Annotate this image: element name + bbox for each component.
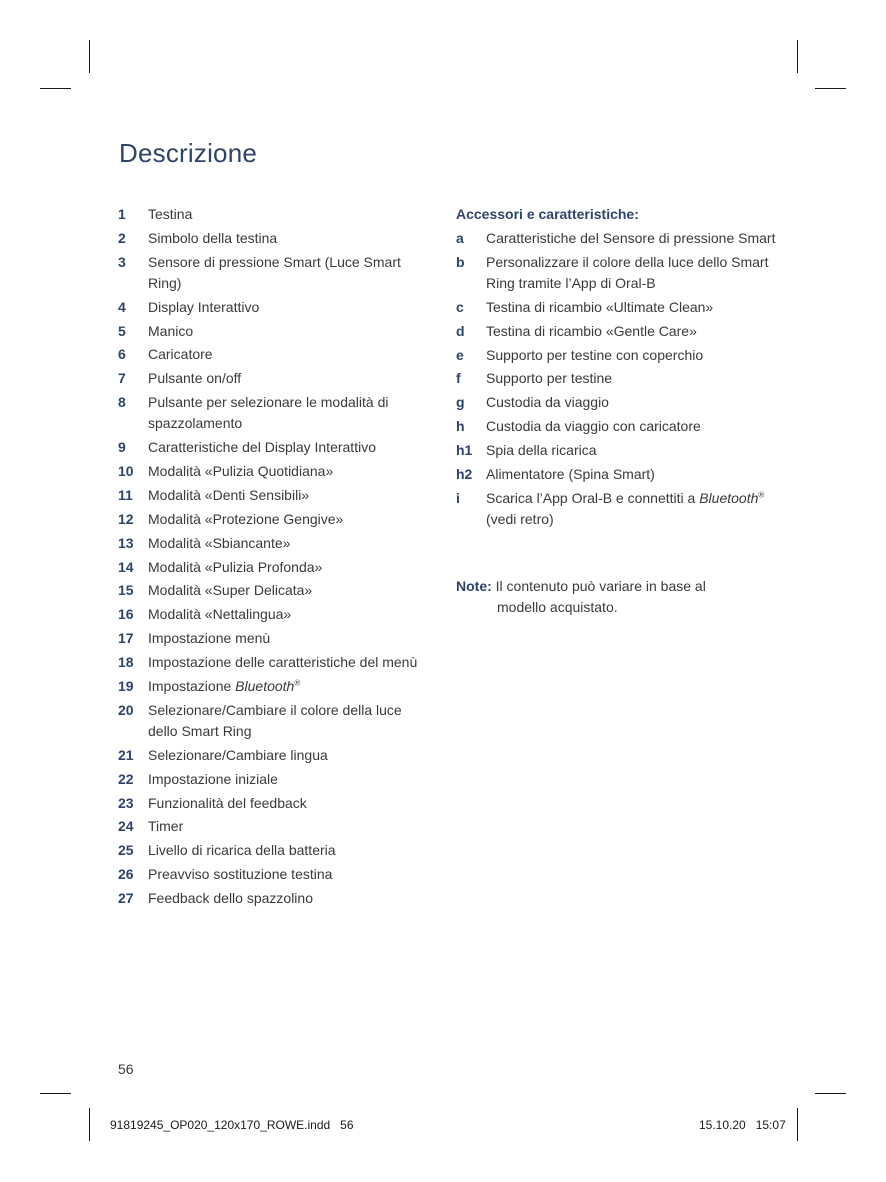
list-item-number: 19 <box>118 678 134 695</box>
list-item <box>118 485 428 506</box>
note-label: Note: <box>456 578 492 594</box>
list-item <box>118 676 428 697</box>
list-item <box>118 437 428 458</box>
list-item-text: Impostazione menù <box>148 630 271 647</box>
list-item-number: 10 <box>118 463 134 480</box>
note-text-1: Il contenuto può variare in base al <box>491 578 706 594</box>
note-line-2: modello acquistato. <box>497 599 618 615</box>
list-item-number: e <box>456 346 464 363</box>
slug-file-info: 91819245_OP020_120x170_ROWE.indd 56 <box>110 1118 354 1132</box>
list-item-number: d <box>456 322 465 339</box>
list-item-text: Supporto per testine <box>486 370 613 387</box>
list-item <box>118 228 428 249</box>
list-item-text <box>148 676 428 697</box>
list-item <box>118 628 428 649</box>
list-item-text: Manico <box>148 322 194 339</box>
list-item-text: Modalità «Protezione Gengive» <box>148 510 344 527</box>
list-item-number: 22 <box>118 770 134 787</box>
list-item-number: 14 <box>118 558 134 575</box>
list-item <box>456 464 776 485</box>
list-item-number: 27 <box>118 890 134 907</box>
list-item <box>118 297 428 318</box>
list-item-number: 4 <box>118 298 126 315</box>
page-number: 56 <box>118 1061 134 1077</box>
list-item-number: 8 <box>118 394 126 411</box>
list-item <box>118 344 428 365</box>
list-item <box>118 204 428 225</box>
list-item <box>456 345 776 366</box>
crop-mark-bottom-right-vertical <box>797 1108 798 1141</box>
list-item-number: c <box>456 298 464 315</box>
registered-mark: ® <box>294 678 301 688</box>
list-item-number: 26 <box>118 866 134 883</box>
list-item-text: Feedback dello spazzolino <box>148 890 313 907</box>
list-item-number: 13 <box>118 534 134 551</box>
list-item <box>456 440 776 461</box>
list-item-text <box>486 488 776 530</box>
list-item-text: Pulsante per selezionare le modalità di spazzolamento <box>148 394 389 432</box>
list-item <box>118 580 428 601</box>
list-item <box>118 652 428 673</box>
list-item <box>456 297 776 318</box>
list-item-text: Modalità «Pulizia Quotidiana» <box>148 463 334 480</box>
registered-mark: ® <box>758 490 765 500</box>
list-item <box>456 368 776 389</box>
list-item-number: f <box>456 370 461 387</box>
list-item-text: Caratteristiche del Display Interattivo <box>148 439 376 456</box>
list-item-text: Spia della ricarica <box>486 442 597 459</box>
list-item-text-part: Impostazione <box>148 678 236 695</box>
list-item <box>456 228 776 249</box>
list-item-number: 7 <box>118 370 126 387</box>
list-item-number: 17 <box>118 630 134 647</box>
list-item-italic: Bluetooth <box>699 489 759 506</box>
parts-list <box>118 204 428 912</box>
list-item-number: h1 <box>456 442 473 459</box>
list-item <box>118 368 428 389</box>
list-item-text: Selezionare/Cambiare lingua <box>148 746 328 763</box>
list-item-text: Selezionare/Cambiare il colore della luce dello Smart Ring <box>148 701 402 739</box>
list-item <box>456 416 776 437</box>
list-item-number: g <box>456 394 465 411</box>
list-item-text: Simbolo della testina <box>148 229 278 246</box>
page-title: Descrizione <box>119 138 258 168</box>
list-item-number: 11 <box>118 486 133 503</box>
list-item <box>118 461 428 482</box>
slug-date-time: 15.10.20 15:07 <box>699 1118 786 1132</box>
accessories-title: Accessori e caratteristiche: <box>456 206 639 222</box>
list-item-text: Modalità «Pulizia Profonda» <box>148 558 323 575</box>
accessories-list <box>456 228 776 533</box>
list-item-text: Custodia da viaggio con caricatore <box>486 418 701 435</box>
list-item <box>118 392 428 434</box>
list-item-text-part: Scarica l’App Oral-B e connettiti a <box>486 489 700 506</box>
list-item <box>118 509 428 530</box>
list-item-text: Livello di ricarica della batteria <box>148 842 336 859</box>
list-item-number: 24 <box>118 818 134 835</box>
list-item-number: 3 <box>118 253 126 270</box>
list-item-number: 9 <box>118 439 126 456</box>
list-item <box>118 816 428 837</box>
crop-mark-top-right-vertical <box>797 40 798 73</box>
list-item-number: 18 <box>118 654 134 671</box>
list-item-text-after: (vedi retro) <box>486 510 554 527</box>
list-item-text: Impostazione delle caratteristiche del menù <box>148 654 418 671</box>
list-item <box>118 604 428 625</box>
list-item-text: Modalità «Sbiancante» <box>148 534 291 551</box>
list-item <box>456 252 776 294</box>
list-item-text: Funzionalità del feedback <box>148 794 307 811</box>
crop-mark-bottom-left-vertical <box>89 1108 90 1141</box>
list-item-text: Sensore di pressione Smart (Luce Smart Ring) <box>148 253 401 291</box>
list-item <box>118 252 428 294</box>
list-item <box>118 888 428 909</box>
list-item <box>118 840 428 861</box>
list-item-number: 6 <box>118 346 126 363</box>
list-item-number: 1 <box>118 206 126 222</box>
list-item-text: Personalizzare il colore della luce dello Smart Ring tramite l’App di Oral-B <box>486 253 769 291</box>
list-item-text: Testina di ricambio «Ultimate Clean» <box>486 298 714 315</box>
list-item-text: Caricatore <box>148 346 213 363</box>
list-item-text: Testina <box>148 206 193 222</box>
list-item-number: b <box>456 253 465 270</box>
list-item-number: 23 <box>118 794 134 811</box>
list-item-text: Modalità «Super Delicata» <box>148 582 313 599</box>
list-item-text: Custodia da viaggio <box>486 394 609 411</box>
list-item-text: Pulsante on/off <box>148 370 242 387</box>
list-item <box>456 488 776 530</box>
list-item <box>118 769 428 790</box>
list-item-number: 5 <box>118 322 126 339</box>
list-item-text: Testina di ricambio «Gentle Care» <box>486 322 697 339</box>
list-item <box>118 793 428 814</box>
list-item <box>118 557 428 578</box>
list-item-number: 21 <box>118 746 134 763</box>
note <box>456 576 776 618</box>
list-item <box>118 533 428 554</box>
list-item-text: Preavviso sostituzione testina <box>148 866 333 883</box>
list-item-text: Modalità «Nettalingua» <box>148 606 292 623</box>
list-item-text: Alimentatore (Spina Smart) <box>486 466 655 483</box>
list-item <box>118 745 428 766</box>
list-item-text: Caratteristiche del Sensore di pressione Smart <box>486 230 776 246</box>
list-item-number: 15 <box>118 582 134 599</box>
list-item-italic: Bluetooth <box>235 678 295 695</box>
list-item-number: i <box>456 489 460 506</box>
list-item-number: a <box>456 230 464 246</box>
crop-mark-bottom-left-horizontal <box>40 1093 71 1094</box>
list-item-number: h2 <box>456 466 473 483</box>
list-item-number: 25 <box>118 842 134 859</box>
list-item-text: Supporto per testine con coperchio <box>486 346 704 363</box>
list-item-number: 20 <box>118 701 134 718</box>
list-item-text: Display Interattivo <box>148 298 260 315</box>
crop-mark-top-right-horizontal <box>815 88 846 89</box>
list-item <box>118 321 428 342</box>
list-item-number: 12 <box>118 510 134 527</box>
list-item-text: Modalità «Denti Sensibili» <box>148 486 310 503</box>
list-item <box>118 864 428 885</box>
list-item <box>456 392 776 413</box>
crop-mark-bottom-right-horizontal <box>815 1093 846 1094</box>
list-item-text: Timer <box>148 818 184 835</box>
list-item-number: 2 <box>118 229 126 246</box>
list-item-number: h <box>456 418 465 435</box>
note-line-1 <box>456 576 776 597</box>
list-item <box>456 321 776 342</box>
list-item-text: Impostazione iniziale <box>148 770 278 787</box>
list-item <box>118 700 428 742</box>
crop-mark-top-left-vertical <box>89 40 90 73</box>
list-item-number: 16 <box>118 606 134 623</box>
crop-mark-top-left-horizontal <box>40 88 71 89</box>
